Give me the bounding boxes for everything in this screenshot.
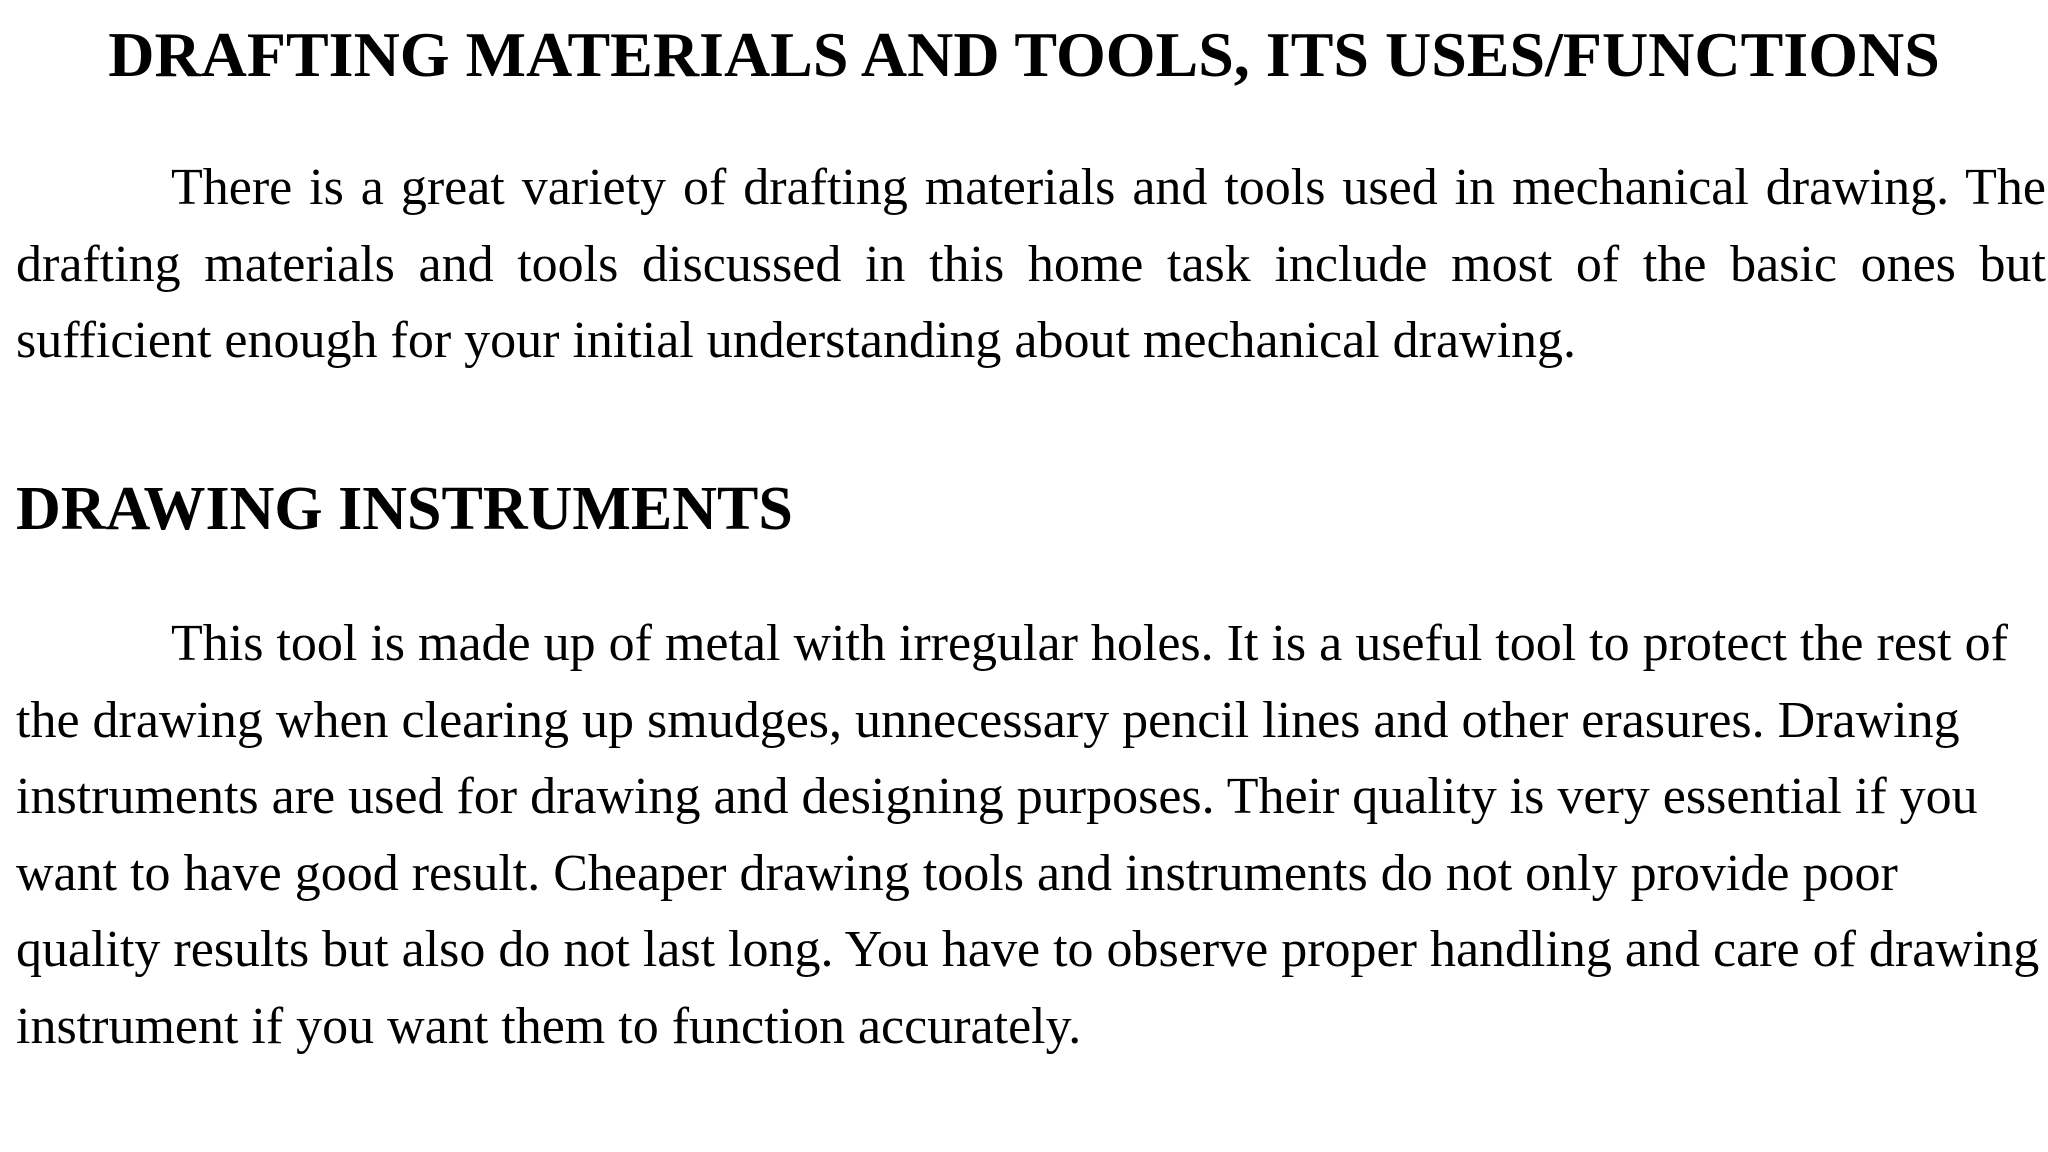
page-title: DRAFTING MATERIALS AND TOOLS, ITS USES/FUNCTIONS [108, 19, 1940, 90]
intro-paragraph: There is a great variety of drafting materials and tools used in mechanical drawing. The drafting materials and tools discussed in this home task include most of the basic ones but sufficient enough for your initial understanding about mechanical drawing. [16, 159, 2046, 369]
section-heading-drawing-instruments: DRAWING INSTRUMENTS [16, 475, 793, 543]
drawing-instruments-paragraph: This tool is made up of metal with irregular holes. It is a useful tool to protect the rest of the drawing when clearing up smudges, unnecessary pencil lines and other erasures. Drawing instruments are used for drawing and designing purposes. Their quality is very essential if you want to have good result. Cheaper drawing tools and instruments do not only provide poor quality results but also do not last long. You have to observe proper handling and care of drawing instrument if you want them to function accurately. [16, 615, 2040, 1055]
